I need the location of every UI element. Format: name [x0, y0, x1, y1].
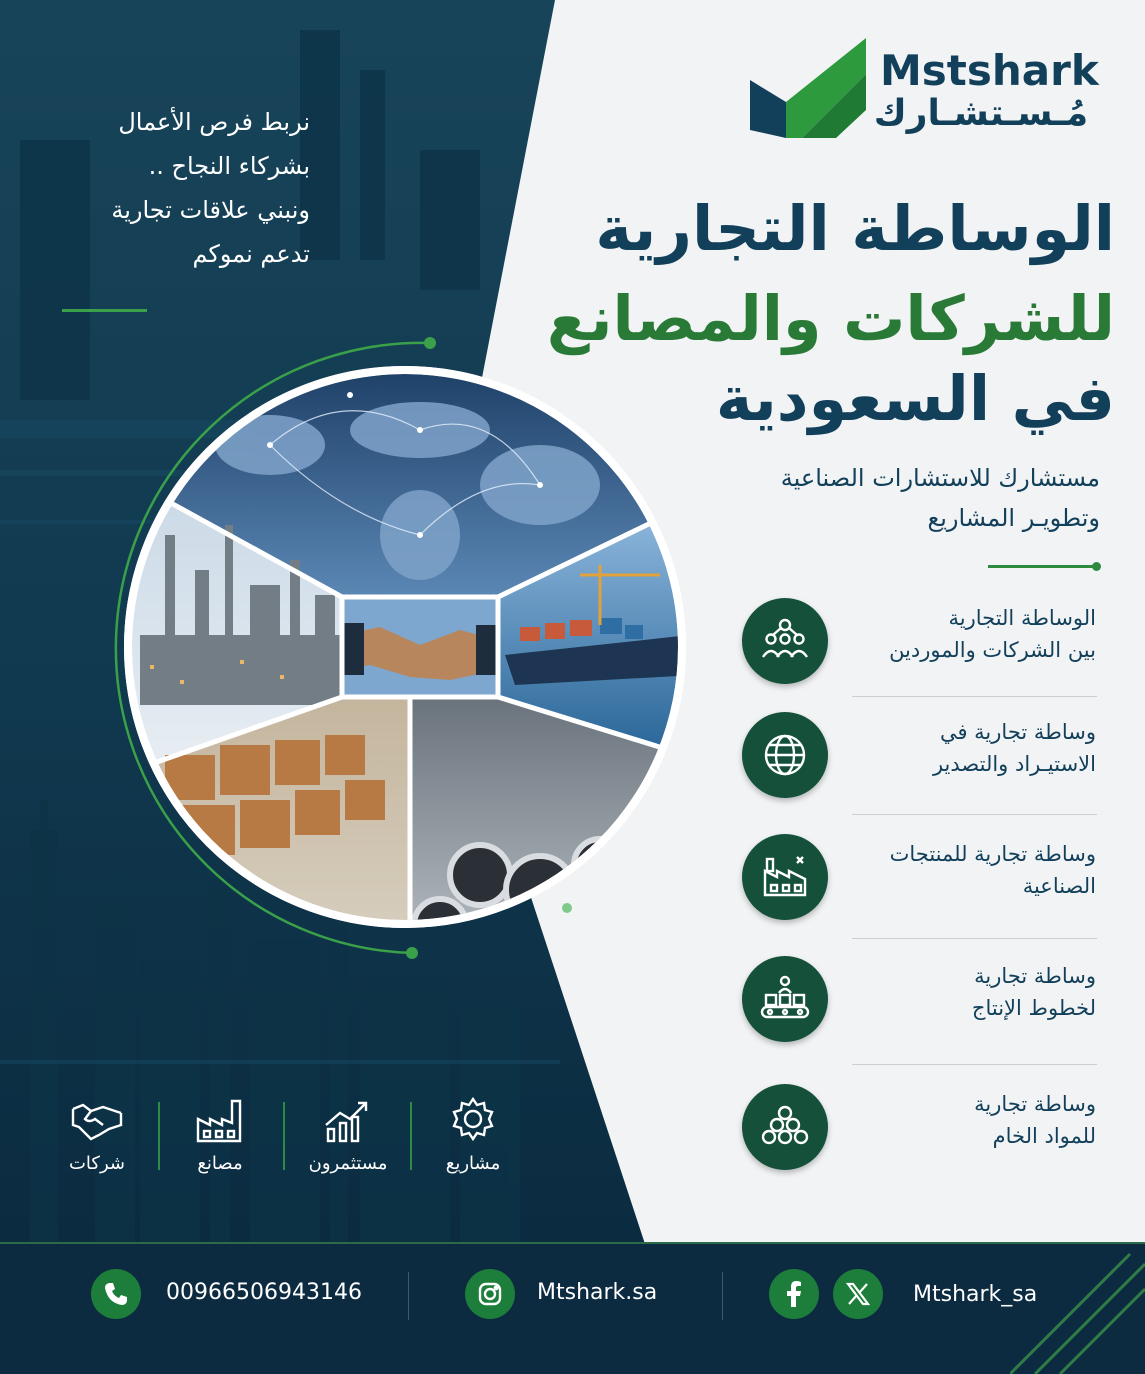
footer-divider	[722, 1272, 723, 1320]
service-divider	[852, 1064, 1097, 1065]
category-label: مستثمرون	[308, 1153, 388, 1174]
factory-icon	[192, 1095, 248, 1147]
globe-icon	[742, 712, 828, 798]
facebook-icon[interactable]	[769, 1269, 819, 1319]
category-divider	[410, 1102, 412, 1170]
category-investors	[293, 1095, 403, 1174]
tagline-divider	[62, 309, 147, 312]
headline-line-2: للشركات والمصانع	[546, 282, 1115, 355]
tagline-line: نربط فرص الأعمال	[118, 108, 310, 136]
brand-name-ar: مُـسـتشـارك	[873, 93, 1089, 134]
service-text	[846, 602, 1096, 666]
footer-divider	[408, 1272, 409, 1320]
service-line: للمواد الخام	[992, 1124, 1096, 1148]
service-line: وساطة تجارية للمنتجات	[889, 842, 1096, 866]
gear-icon	[445, 1095, 501, 1147]
service-item-import-export	[742, 712, 1102, 802]
growth-chart-icon	[320, 1095, 376, 1147]
service-line: وساطة تجارية في	[939, 720, 1096, 744]
tagline-line: تدعم نموكم	[192, 240, 310, 268]
service-line: وساطة تجارية	[974, 964, 1096, 988]
subtitle-divider-dot	[1092, 562, 1101, 571]
service-line: وساطة تجارية	[974, 1092, 1096, 1116]
production-line-icon	[742, 956, 828, 1042]
footer	[0, 1242, 1145, 1374]
service-divider	[852, 814, 1097, 815]
subtitle-line: مستشارك للاستشارات الصناعية	[780, 464, 1100, 492]
service-item-industrial-products	[742, 834, 1102, 924]
instagram-handle[interactable]: Mtshark.sa	[537, 1280, 658, 1305]
phone-icon[interactable]	[91, 1269, 141, 1319]
footer-top-line	[0, 1242, 1145, 1244]
steel-pipes-image	[410, 697, 750, 965]
service-line: بين الشركات والموردين	[889, 638, 1096, 662]
tagline-line: ونبني علاقات تجارية	[111, 196, 310, 224]
service-divider	[852, 696, 1097, 697]
service-item-raw-materials	[742, 1084, 1102, 1174]
category-label: شركات	[68, 1153, 125, 1174]
x-twitter-icon[interactable]	[833, 1269, 883, 1319]
phone-number[interactable]: 00966506943146	[166, 1280, 362, 1305]
social-handle[interactable]: Mtshark_sa	[913, 1282, 1038, 1307]
service-line: لخطوط الإنتاج	[971, 996, 1096, 1020]
service-text	[846, 1088, 1096, 1152]
category-label: مشاريع	[445, 1153, 501, 1174]
service-text	[846, 716, 1096, 780]
service-item-production-lines	[742, 956, 1102, 1046]
category-projects	[418, 1095, 528, 1174]
tagline-line: بشركاء النجاح ..	[148, 152, 310, 180]
category-companies	[42, 1095, 152, 1174]
category-divider	[283, 1102, 285, 1170]
image-collage	[120, 335, 750, 965]
handshake-icon	[69, 1095, 125, 1147]
tagline	[40, 100, 310, 276]
factory-icon	[742, 834, 828, 920]
service-item-brokerage	[742, 598, 1102, 688]
people-network-icon	[742, 598, 828, 684]
category-factories	[165, 1095, 275, 1174]
service-line: الوساطة التجارية	[948, 606, 1096, 630]
raw-materials-icon	[742, 1084, 828, 1170]
service-divider	[852, 938, 1097, 939]
instagram-icon[interactable]	[465, 1269, 515, 1319]
service-line: الصناعية	[1022, 874, 1096, 898]
headline-line-1: الوساطة التجارية	[595, 192, 1115, 265]
category-label: مصانع	[197, 1153, 243, 1174]
service-text	[846, 960, 1096, 1024]
subtitle-divider	[988, 565, 1096, 568]
brand-name-en: Mstshark	[880, 46, 1099, 95]
footer-stripes	[1010, 1250, 1145, 1374]
service-text	[846, 838, 1096, 902]
service-line: الاستيـراد والتصدير	[932, 752, 1096, 776]
subtitle-line: وتطويـر المشاريع	[927, 504, 1100, 532]
headline-line-3: في السعودية	[715, 362, 1115, 435]
category-divider	[158, 1102, 160, 1170]
